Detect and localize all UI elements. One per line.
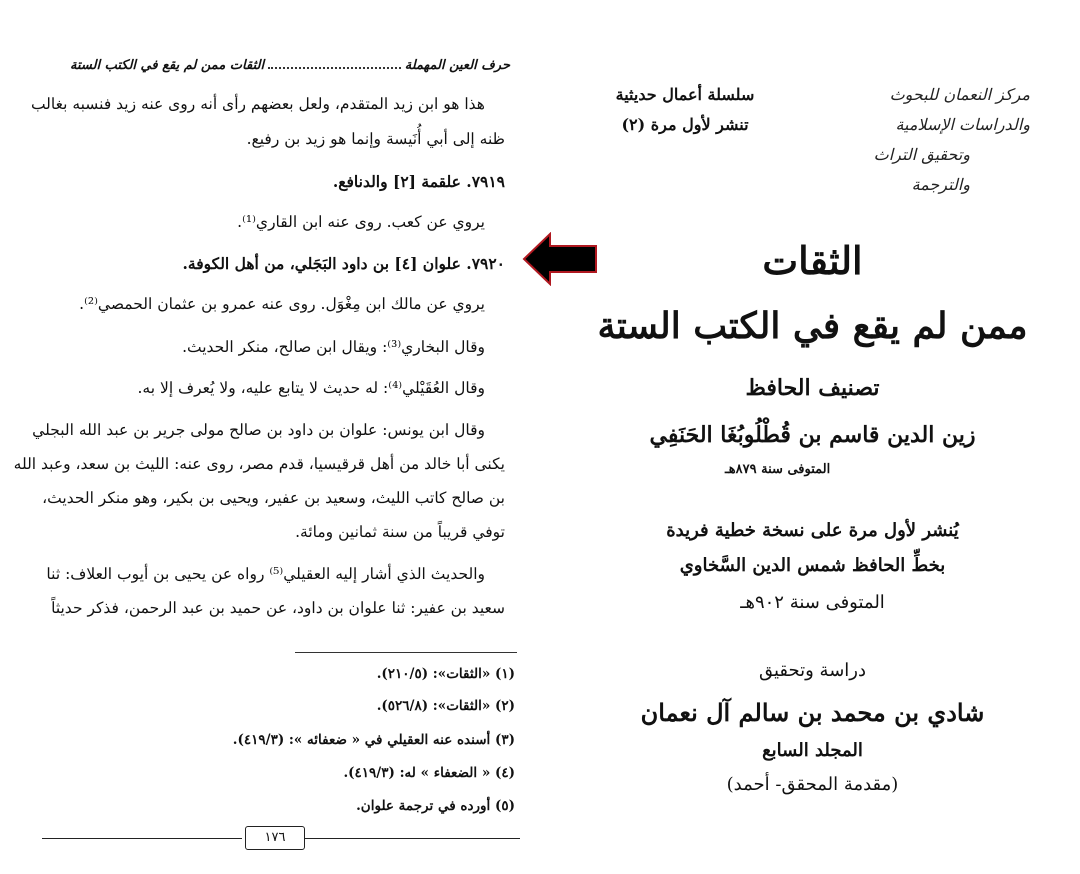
- page-bottom-rule: [42, 838, 242, 839]
- text-line: هذا هو ابن زيد المتقدم، ولعل بعضهم رأى أنه روى عنه زيد فنسبه بغالب: [30, 95, 485, 113]
- text-line: يروي عن كعب. روى عنه ابن القاري⁽¹⁾.: [237, 213, 485, 231]
- page-bottom-rule: [305, 838, 520, 839]
- text-line: يروي عن مالك ابن مِغْوَل. روى عنه عمرو بن عثمان الحمصي⁽²⁾.: [79, 295, 485, 313]
- text-line: بن صالح كاتب الليث، وسعيد بن عفير، ويحيى بن بكير، وهو منكر الحديث،: [42, 489, 505, 507]
- right-page: [545, 0, 1080, 874]
- book-title: الثقات: [762, 238, 863, 283]
- volume-label: المجلد السابع: [762, 740, 863, 761]
- text-line: يكنى أبا خالد من أهل قرقيسيا، قدم مصر، روى عنه: الليث بن سعد، وعبد الله: [13, 455, 505, 473]
- publish-note: يُنشر لأول مرة على نسخة خطية فريدة: [666, 520, 959, 541]
- series-line: تنشر لأول مرة (٢): [621, 115, 749, 134]
- header-dots: [268, 58, 401, 69]
- header-book-title: الثقات ممن لم يقع في الكتب الستة: [70, 58, 265, 73]
- publisher-logo: [820, 80, 1030, 200]
- footnote: (٥) أورده في ترجمة علوان.: [356, 798, 515, 814]
- footnote: (٢) «الثقات»: (٥٢٦/٨).: [376, 698, 515, 714]
- series-label: [600, 80, 770, 140]
- footnote: (٣) أسنده عنه العقيلي في « ضعفائه »: (٤١٩/٣).: [232, 732, 515, 748]
- editor-name: شادي بن محمد بن سالم آل نعمان: [640, 698, 985, 727]
- entry-heading: ٧٩٢٠. علوان [٤] بن داود البَجَلي، من أهل الكوفة.: [182, 254, 505, 273]
- text-line: وقال البخاري⁽³⁾: ويقال ابن صالح، منكر الحديث.: [182, 338, 485, 356]
- author-name: زين الدين قاسم بن قُطْلُوبُغَا الحَنَفِي: [649, 422, 976, 448]
- logo-line: مركز النعمان للبحوث والدراسات الإسلامية: [889, 85, 1030, 134]
- text-line: والحديث الذي أشار إليه العقيلي⁽⁵⁾ رواه عن يحيى بن أيوب العلاف: ثنا: [46, 565, 485, 583]
- page-number: ١٧٦: [245, 826, 305, 850]
- publish-note: بخطِّ الحافظ شمس الدين السَّخاوي: [679, 555, 946, 576]
- text-line: ظنه إلى أبي أُنَيسة وإنما هو زيد بن رفيع.: [246, 130, 505, 148]
- header-section-title: حرف العين المهملة: [404, 58, 510, 73]
- footnote-rule: [295, 652, 517, 653]
- author-death-date: المتوفى سنة ٨٧٩هـ: [725, 462, 831, 477]
- author-intro: تصنيف الحافظ: [745, 375, 880, 401]
- copyist-death-date: المتوفى سنة ٩٠٢هـ: [740, 592, 885, 613]
- book-subtitle: ممن لم يقع في الكتب الستة: [597, 305, 1028, 347]
- text-line: وقال ابن يونس: علوان بن داود بن صالح مولى جرير بن عبد الله البجلي: [32, 421, 485, 439]
- footnote: (٤) « الضعفاء » له: (٤١٩/٣).: [343, 765, 515, 781]
- text-line: توفي قريباً من سنة ثمانين ومائة.: [295, 523, 505, 541]
- entry-heading: ٧٩١٩. علقمة [٢] والدنافع.: [332, 172, 505, 191]
- study-label: دراسة وتحقيق: [758, 660, 867, 681]
- text-line: وقال العُقَيْلي⁽⁴⁾: له حديث لا يتابع عليه، ولا يُعرف إلا به.: [137, 379, 485, 397]
- footnote: (١) «الثقات»: (٢١٠/٥).: [376, 666, 515, 682]
- volume-note: (مقدمة المحقق- أحمد): [726, 774, 899, 795]
- logo-line: وتحقيق التراث والترجمة: [873, 145, 970, 194]
- series-line: سلسلة أعمال حديثية: [615, 85, 755, 104]
- running-header: [70, 58, 510, 74]
- text-line: سعيد بن عفير: ثنا علوان بن داود، عن حميد بن عبد الرحمن، فذكر حديثاً: [51, 599, 505, 617]
